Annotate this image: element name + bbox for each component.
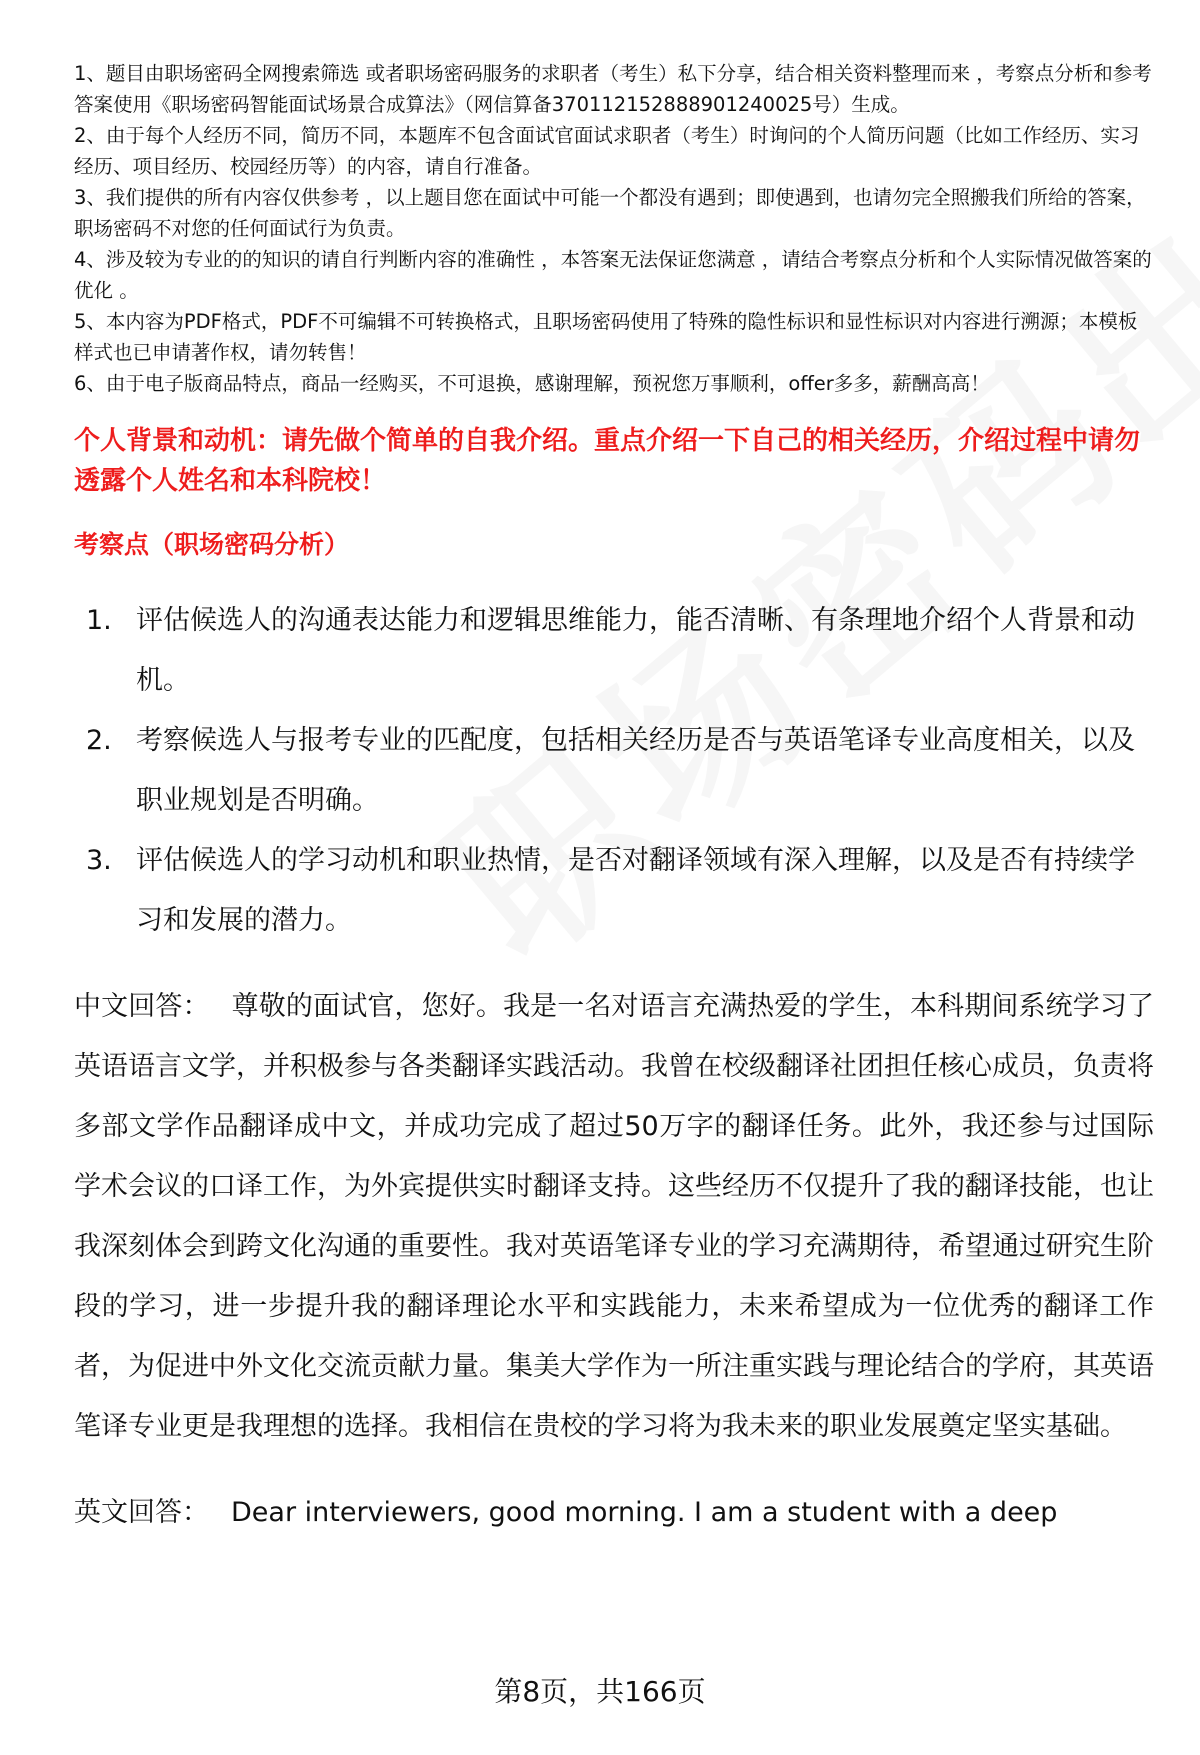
analysis-point [74, 831, 1154, 951]
disclaimer-notes [74, 58, 1154, 399]
point-text: 考察候选人与报考专业的匹配度，包括相关经历是否与英语笔译专业高度相关，以及职业规划是否明确。 [136, 725, 1135, 816]
disclaimer-note: 6、由于电子版商品特点，商品一经购买，不可退换，感谢理解，预祝您万事顺利，offer多多，薪酬高高！ [74, 372, 990, 395]
analysis-point [74, 711, 1154, 831]
disclaimer-note: 5、本内容为PDF格式，PDF不可编辑不可转换格式，且职场密码使用了特殊的隐性标识和显性标识对内容进行溯源；本模板样式也已申请著作权，请勿转售！ [74, 310, 1138, 364]
analysis-point [74, 591, 1154, 711]
question-heading: 个人背景和动机：请先做个简单的自我介绍。重点介绍一下自己的相关经历，介绍过程中请勿透露个人姓名和本科院校！ [74, 426, 1141, 496]
chinese-answer [74, 977, 1154, 1457]
english-answer-text: Dear interviewers, good morning. I am a student with a deep [231, 1497, 1058, 1528]
disclaimer-note: 4、涉及较为专业的的知识的请自行判断内容的准确性 ，本答案无法保证您满意 ，请结合考察点分析和个人实际情况做答案的优化 。 [74, 248, 1152, 302]
analysis-title: 考察点（职场密码分析） [74, 530, 350, 559]
point-text: 评估候选人的学习动机和职业热情，是否对翻译领域有深入理解，以及是否有持续学习和发展的潜力。 [136, 845, 1135, 936]
disclaimer-note: 3、我们提供的所有内容仅供参考 ，以上题目您在面试中可能一个都没有遇到；即使遇到，也请勿完全照搬我们所给的答案，职场密码不对您的任何面试行为负责。 [74, 186, 1146, 240]
point-number: 1. [86, 605, 112, 636]
disclaimer-note: 1、题目由职场密码全网搜索筛选 或者职场密码服务的求职者（考生）私下分享，结合相关资料整理而来 ，考察点分析和参考答案使用《职场密码智能面试场景合成算法》（网信算备370112152888901240025号）生成。 [74, 62, 1152, 116]
point-number: 3. [86, 845, 112, 876]
point-text: 评估候选人的沟通表达能力和逻辑思维能力，能否清晰、有条理地介绍个人背景和动机。 [136, 605, 1135, 696]
chinese-answer-text: 尊敬的面试官，您好。我是一名对语言充满热爱的学生，本科期间系统学习了英语语言文学，并积极参与各类翻译实践活动。我曾在校级翻译社团担任核心成员，负责将多部文学作品翻译成中文，并成功完成了超过50万字的翻译任务。此外，我还参与过国际学术会议的口译工作，为外宾提供实时翻译支持。这些经历不仅提升了我的翻译技能，也让我深刻体会到跨文化沟通的重要性。我对英语笔译专业的学习充满期待，希望通过研究生阶段的学习，进一步提升我的翻译理论水平和实践能力，未来希望成为一位优秀的翻译工作者，为促进中外文化交流贡献力量。集美大学作为一所注重实践与理论结合的学府，其英语笔译专业更是我理想的选择。我相信在贵校的学习将为我未来的职业发展奠定坚实基础。 [74, 991, 1155, 1442]
analysis-points [74, 591, 1154, 951]
english-answer-label: 英文回答： [74, 1497, 209, 1528]
chinese-answer-label: 中文回答： [74, 991, 210, 1022]
page-number-footer: 第8页，共166页 [494, 1675, 706, 1708]
english-answer [74, 1483, 1154, 1543]
page-content [74, 58, 1154, 1543]
point-number: 2. [86, 725, 112, 756]
disclaimer-note: 2、由于每个人经历不同，简历不同，本题库不包含面试官面试求职者（考生）时询问的个人简历问题（比如工作经历、实习经历、项目经历、校园经历等）的内容，请自行准备。 [74, 124, 1140, 178]
